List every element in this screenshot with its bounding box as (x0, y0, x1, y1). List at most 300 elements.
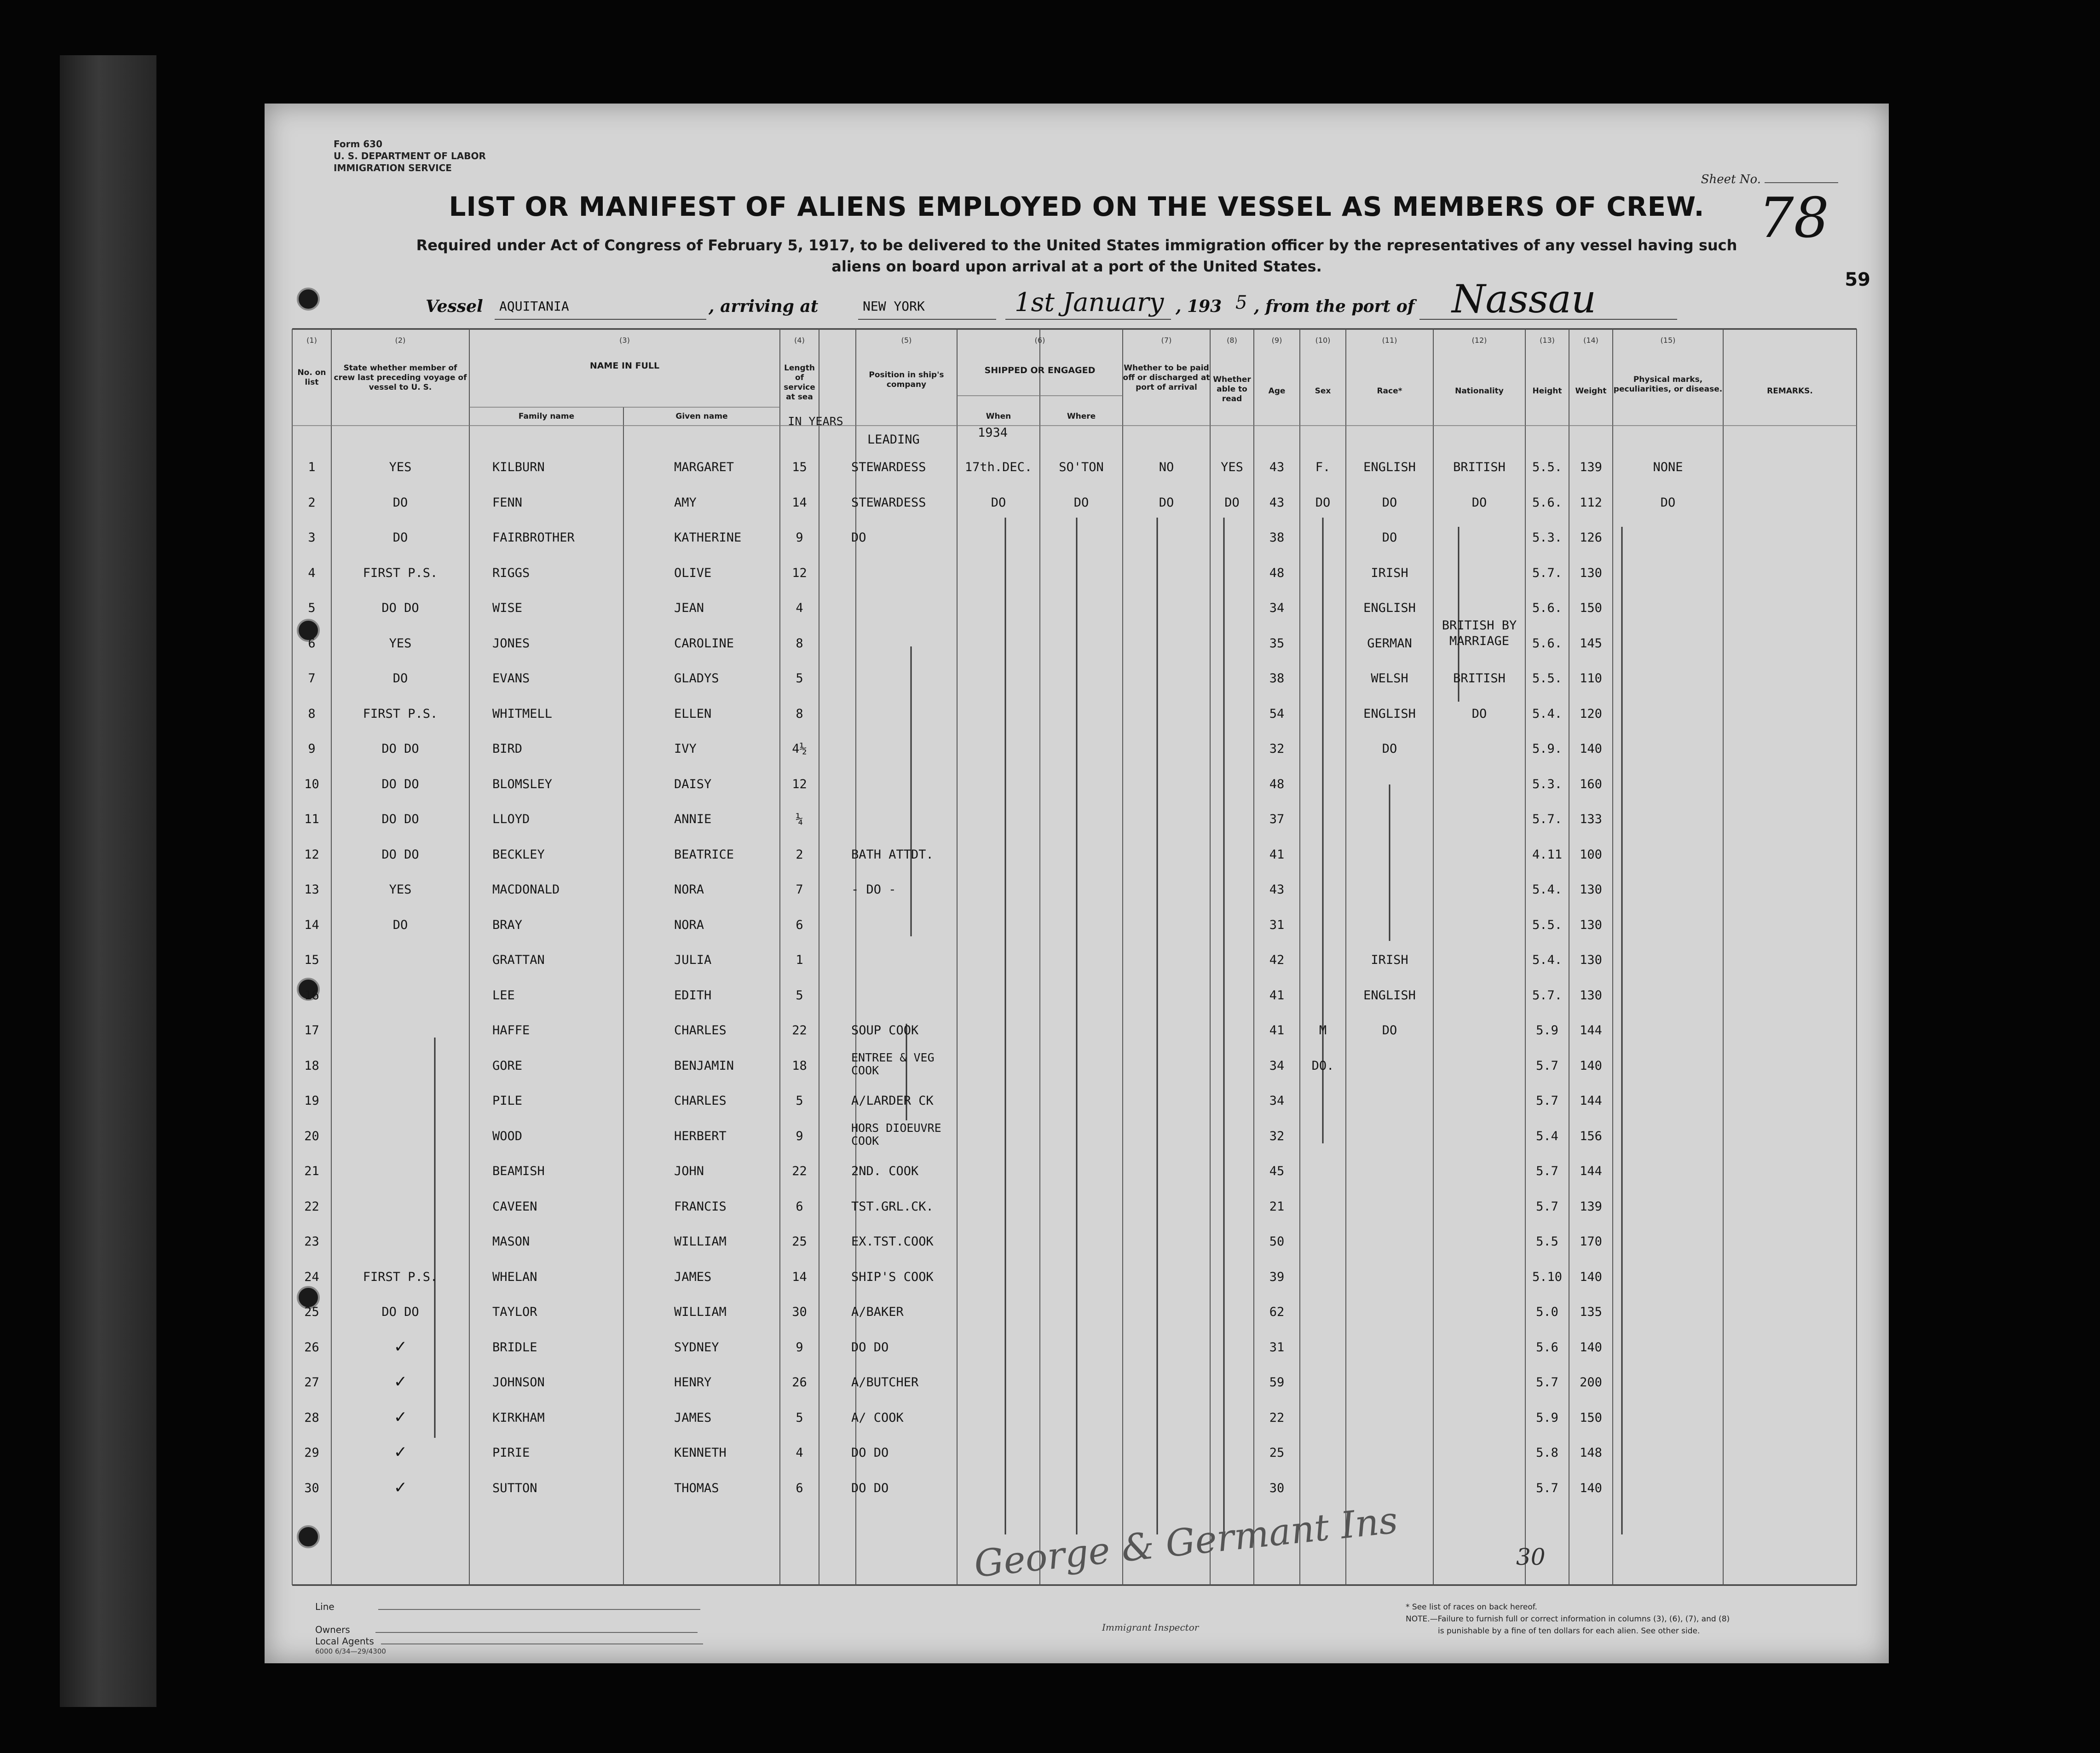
cell-weight: 144 (1580, 1094, 1602, 1108)
cell-position: A/LARDER CK (851, 1094, 934, 1108)
cell-family: KIRKHAM (492, 1411, 545, 1425)
cell-family: TAYLOR (492, 1305, 537, 1319)
footer-owners (315, 1624, 698, 1635)
cell-family: WISE (492, 601, 523, 615)
cell-family: BEAMISH (492, 1164, 545, 1178)
cell-prev: YES (389, 882, 412, 897)
col-able-read: Whether able to read (1213, 375, 1251, 404)
cell-race: DO (1382, 496, 1397, 510)
cell-service: 6 (796, 918, 803, 932)
col-num-10: (10) (1315, 336, 1331, 345)
cell-age: 37 (1269, 812, 1285, 826)
cell-given: CHARLES (674, 1023, 727, 1038)
cell-family: LLOYD (492, 812, 530, 826)
cell-where: DO (1073, 496, 1089, 510)
sheet-number-field (1701, 173, 1838, 186)
footnote-penalty: NOTE.—Failure to furnish full or correct information in columns (3), (6), (7), and (8) (1406, 1615, 1730, 1624)
cell-given: NORA (674, 918, 704, 932)
cell-age: 22 (1269, 1411, 1285, 1425)
cell-service: 2 (796, 848, 803, 862)
col-num-8: (8) (1227, 336, 1237, 345)
cell-given: EDITH (674, 988, 712, 1003)
cell-given: FRANCIS (674, 1199, 727, 1214)
cell-height: 5.7. (1532, 566, 1563, 580)
voyage-line (426, 277, 1760, 324)
cell-family: FAIRBROTHER (492, 531, 575, 545)
cell-family: BRIDLE (492, 1340, 537, 1355)
cell-weight: 130 (1580, 918, 1602, 932)
cell-position: DO (851, 531, 866, 545)
col-sex: Sex (1315, 386, 1331, 396)
cell-no: 5 (308, 601, 316, 615)
col-race: Race* (1377, 386, 1402, 396)
cell-race: ENGLISH (1363, 707, 1416, 721)
cell-no: 13 (304, 882, 319, 897)
cell-weight: 139 (1580, 460, 1602, 474)
cell-service: 4½ (792, 742, 807, 756)
cell-given: BEATRICE (674, 848, 734, 862)
cell-height: 5.9. (1532, 742, 1563, 756)
cell-given: GLADYS (674, 671, 719, 686)
cell-family: EVANS (492, 671, 530, 686)
cell-race: IRISH (1371, 953, 1408, 967)
cell-given: KENNETH (674, 1446, 727, 1460)
cell-position: A/BUTCHER (851, 1375, 919, 1390)
col-when: When (986, 412, 1011, 421)
cell-age: 41 (1269, 988, 1285, 1003)
cell-no: 10 (304, 777, 319, 791)
cell-height: 5.7 (1536, 1094, 1558, 1108)
binder-strip (60, 55, 156, 1707)
vessel-name: AQUITANIA (499, 299, 569, 314)
cell-service: 22 (792, 1023, 807, 1038)
cell-height: 5.6. (1532, 496, 1563, 510)
cell-race: ENGLISH (1363, 988, 1416, 1003)
cell-family: WHELAN (492, 1270, 537, 1284)
from-port-label: , from the port of (1254, 297, 1415, 316)
cell-service: 4 (796, 1446, 803, 1460)
agents-label: Local Agents (315, 1636, 374, 1647)
cell-service: 8 (796, 636, 803, 651)
cell-height: 5.6. (1532, 636, 1563, 651)
cell-height: 5.9 (1536, 1023, 1558, 1038)
cell-prev: DO DO (381, 601, 419, 615)
cell-age: 43 (1269, 882, 1285, 897)
cell-no: 14 (304, 918, 319, 932)
cell-height: 5.7 (1536, 1164, 1558, 1178)
cell-family: HAFFE (492, 1023, 530, 1038)
cell-position: BATH ATTDT. (851, 848, 934, 862)
cell-no: 11 (304, 812, 319, 826)
cell-service: 4 (796, 601, 803, 615)
cell-position: SHIP'S COOK (851, 1270, 934, 1284)
cell-age: 32 (1269, 1129, 1285, 1143)
cell-sex: DO. (1311, 1059, 1334, 1073)
cell-nationality: BRITISH BY MARRIAGE (1442, 618, 1517, 648)
cell-weight: 200 (1580, 1375, 1602, 1390)
manifest-title: LIST OR MANIFEST OF ALIENS EMPLOYED ON THE VESSEL AS MEMBERS OF CREW. (449, 191, 1705, 222)
cell-age: 50 (1269, 1234, 1285, 1249)
year-shipped: 1934 (978, 426, 1008, 440)
cell-family: JONES (492, 636, 530, 651)
arriving-port: NEW YORK (863, 299, 925, 314)
cell-height: 5.9 (1536, 1411, 1558, 1425)
cell-race: GERMAN (1367, 636, 1412, 651)
cell-no: 1 (308, 460, 316, 474)
col-length-service: Length of service at sea (784, 363, 815, 402)
cell-weight: 120 (1580, 707, 1602, 721)
cell-family: RIGGS (492, 566, 530, 580)
owners-label: Owners (315, 1624, 350, 1635)
cell-position: 2ND. COOK (851, 1164, 919, 1178)
cell-given: CAROLINE (674, 636, 734, 651)
subtitle-line-1: Required under Act of Congress of February 5, 1917, to be delivered to the United States immigration officer by the representatives of any vessel having such (416, 236, 1737, 254)
cell-prev: DO DO (381, 848, 419, 862)
col-weight: Weight (1575, 386, 1607, 396)
col-where: Where (1067, 412, 1096, 421)
punch-hole (297, 1525, 320, 1548)
footer-line (315, 1601, 700, 1612)
cell-race: DO (1382, 1023, 1397, 1038)
cell-no: 12 (304, 848, 319, 862)
cell-service: 14 (792, 1270, 807, 1284)
cell-given: OLIVE (674, 566, 712, 580)
cell-given: JAMES (674, 1411, 712, 1425)
cell-prev: ✓ (394, 1336, 406, 1357)
cell-family: WHITMELL (492, 707, 553, 721)
cell-age: 38 (1269, 531, 1285, 545)
cell-family: KILBURN (492, 460, 545, 474)
cell-service: 9 (796, 1340, 803, 1355)
cell-no: 21 (304, 1164, 319, 1178)
col-num-4: (4) (794, 336, 805, 345)
cell-age: 45 (1269, 1164, 1285, 1178)
form-header (334, 138, 486, 174)
cell-when: DO (991, 496, 1006, 510)
cell-service: 5 (796, 1411, 803, 1425)
cell-family: BIRD (492, 742, 523, 756)
cell-position: DO DO (851, 1340, 889, 1355)
cell-age: 41 (1269, 1023, 1285, 1038)
cell-height: 5.5. (1532, 460, 1563, 474)
cell-sex: M (1319, 1023, 1327, 1038)
col-num-7: (7) (1161, 336, 1172, 345)
handwritten-sheet-number: 78 (1759, 186, 1829, 250)
cell-service: 9 (796, 1129, 803, 1143)
cell-position: TST.GRL.CK. (851, 1199, 934, 1214)
cell-height: 5.6. (1532, 601, 1563, 615)
footer-agents (315, 1636, 703, 1647)
cell-service: 5 (796, 1094, 803, 1108)
cell-race: WELSH (1371, 671, 1408, 686)
footnote-races: * See list of races on back hereof. (1406, 1603, 1537, 1612)
cell-position: STEWARDESS (851, 460, 926, 474)
cell-where: SO'TON (1059, 460, 1104, 474)
cell-when: 17th.DEC. (964, 460, 1033, 474)
cell-age: 25 (1269, 1446, 1285, 1460)
cell-race: DO (1382, 742, 1397, 756)
cell-weight: 144 (1580, 1164, 1602, 1178)
cell-no: 29 (304, 1446, 319, 1460)
cell-prev: FIRST P.S. (363, 566, 438, 580)
cell-height: 5.7 (1536, 1375, 1558, 1390)
cell-given: THOMAS (674, 1481, 719, 1495)
cell-weight: 130 (1580, 566, 1602, 580)
cell-service: 22 (792, 1164, 807, 1178)
cell-weight: 130 (1580, 953, 1602, 967)
cell-given: HERBERT (674, 1129, 727, 1143)
cell-position: STEWARDESS (851, 496, 926, 510)
cell-family: CAVEEN (492, 1199, 537, 1214)
cell-height: 5.8 (1536, 1446, 1558, 1460)
cell-sex: DO (1315, 496, 1331, 510)
cell-no: 17 (304, 1023, 319, 1038)
form-number: Form 630 (334, 138, 383, 150)
cell-weight: 140 (1580, 1340, 1602, 1355)
cell-weight: 145 (1580, 636, 1602, 651)
cell-service: 14 (792, 496, 807, 510)
cell-height: 5.3. (1532, 777, 1563, 791)
cell-service: 30 (792, 1305, 807, 1319)
cell-service: 8 (796, 707, 803, 721)
cell-race: IRISH (1371, 566, 1408, 580)
cell-prev: ✓ (394, 1371, 406, 1392)
cell-age: 34 (1269, 1059, 1285, 1073)
cell-age: 48 (1269, 777, 1285, 791)
cell-prev: DO (392, 918, 408, 932)
cell-prev: YES (389, 636, 412, 651)
cell-nationality: DO (1471, 496, 1487, 510)
cell-service: 12 (792, 777, 807, 791)
cell-family: MASON (492, 1234, 530, 1249)
total-count: 30 (1516, 1544, 1546, 1570)
arriving-label: , arriving at (709, 297, 819, 316)
manifest-subtitle (265, 235, 1889, 277)
cell-prev: DO (392, 671, 408, 686)
cell-family: GORE (492, 1059, 523, 1073)
col-num-9: (9) (1271, 336, 1282, 345)
footnote-penalty-cont: is punishable by a fine of ten dollars for each alien. See other side. (1438, 1626, 1700, 1636)
year-digit: 5 (1235, 292, 1247, 313)
cell-marks: NONE (1653, 460, 1683, 474)
cell-no: 22 (304, 1199, 319, 1214)
from-port: Nassau (1452, 277, 1596, 322)
cell-no: 23 (304, 1234, 319, 1249)
col-position: Position in ship's company (869, 370, 944, 389)
department-name: U. S. DEPARTMENT OF LABOR (334, 150, 486, 161)
cell-position: DO DO (851, 1446, 889, 1460)
cell-family: SUTTON (492, 1481, 537, 1495)
punch-hole (297, 288, 320, 311)
cell-paid: NO (1159, 460, 1174, 474)
cell-no: 3 (308, 531, 316, 545)
col-num-1: (1) (306, 336, 317, 345)
cell-age: 31 (1269, 1340, 1285, 1355)
cell-weight: 135 (1580, 1305, 1602, 1319)
cell-given: JEAN (674, 601, 704, 615)
cell-no: 15 (304, 953, 319, 967)
print-code: 6000 6/34—29/4300 (315, 1647, 386, 1655)
cell-service: 26 (792, 1375, 807, 1390)
cell-prev: DO (392, 496, 408, 510)
cell-no: 26 (304, 1340, 319, 1355)
line-label: Line (315, 1601, 335, 1612)
cell-prev: DO DO (381, 1305, 419, 1319)
cell-no: 8 (308, 707, 316, 721)
col-num-5: (5) (901, 336, 912, 345)
service-name: IMMIGRATION SERVICE (334, 162, 452, 173)
cell-given: DAISY (674, 777, 712, 791)
page-number: 59 (1845, 269, 1870, 290)
cell-no: 30 (304, 1481, 319, 1495)
cell-weight: 156 (1580, 1129, 1602, 1143)
col-num-12: (12) (1471, 336, 1487, 345)
leading-note: LEADING (867, 432, 920, 447)
cell-age: 42 (1269, 953, 1285, 967)
cell-prev: DO DO (381, 777, 419, 791)
cell-no: 24 (304, 1270, 319, 1284)
cell-given: WILLIAM (674, 1234, 727, 1249)
cell-given: ELLEN (674, 707, 712, 721)
col-num-14: (14) (1583, 336, 1598, 345)
cell-age: 34 (1269, 601, 1285, 615)
cell-given: IVY (674, 742, 697, 756)
cell-age: 34 (1269, 1094, 1285, 1108)
col-nationality: Nationality (1455, 386, 1504, 396)
cell-height: 5.7. (1532, 988, 1563, 1003)
cell-height: 5.0 (1536, 1305, 1558, 1319)
cell-service: 5 (796, 671, 803, 686)
vessel-label: Vessel (426, 297, 483, 316)
cell-prev: FIRST P.S. (363, 1270, 438, 1284)
cell-marks: DO (1660, 496, 1676, 510)
cell-no: 4 (308, 566, 316, 580)
cell-weight: 139 (1580, 1199, 1602, 1214)
cell-height: 5.5. (1532, 671, 1563, 686)
cell-age: 39 (1269, 1270, 1285, 1284)
cell-service: 6 (796, 1199, 803, 1214)
cell-height: 5.4. (1532, 953, 1563, 967)
cell-height: 5.7 (1536, 1199, 1558, 1214)
cell-given: NORA (674, 882, 704, 897)
cell-nationality: DO (1471, 707, 1487, 721)
inspector-signature: George & Germant Ins (972, 1498, 1400, 1586)
cell-position: DO DO (851, 1481, 889, 1495)
cell-age: 43 (1269, 496, 1285, 510)
cell-age: 59 (1269, 1375, 1285, 1390)
cell-given: SYDNEY (674, 1340, 719, 1355)
cell-service: 15 (792, 460, 807, 474)
cell-given: KATHERINE (674, 531, 742, 545)
cell-weight: 140 (1580, 1059, 1602, 1073)
cell-weight: 144 (1580, 1023, 1602, 1038)
cell-position: HORS DIOEUVRE COOK (851, 1121, 941, 1148)
cell-family: BECKLEY (492, 848, 545, 862)
cell-weight: 140 (1580, 1270, 1602, 1284)
cell-height: 5.7 (1536, 1059, 1558, 1073)
cell-weight: 130 (1580, 988, 1602, 1003)
cell-height: 4.11 (1532, 848, 1563, 862)
cell-family: PILE (492, 1094, 523, 1108)
cell-service: 12 (792, 566, 807, 580)
cell-service: 9 (796, 531, 803, 545)
cell-no: 6 (308, 636, 316, 651)
cell-race: DO (1382, 531, 1397, 545)
cell-family: JOHNSON (492, 1375, 545, 1390)
cell-service: 7 (796, 882, 803, 897)
subtitle-line-2: aliens on board upon arrival at a port of the United States. (831, 258, 1322, 275)
col-remarks: REMARKS. (1767, 386, 1813, 396)
cell-service: 25 (792, 1234, 807, 1249)
cell-prev: YES (389, 460, 412, 474)
cell-prev: DO DO (381, 742, 419, 756)
cell-no: 2 (308, 496, 316, 510)
arrival-date: 1st January (1015, 288, 1164, 317)
cell-no: 19 (304, 1094, 319, 1108)
cell-height: 5.4. (1532, 882, 1563, 897)
cell-age: 54 (1269, 707, 1285, 721)
cell-family: BRAY (492, 918, 523, 932)
cell-age: 30 (1269, 1481, 1285, 1495)
manifest-sheet (265, 104, 1889, 1663)
cell-nationality: BRITISH (1453, 671, 1506, 686)
cell-weight: 112 (1580, 496, 1602, 510)
cell-race: ENGLISH (1363, 460, 1416, 474)
cell-service: 1 (796, 953, 803, 967)
cell-given: JOHN (674, 1164, 704, 1178)
cell-age: 38 (1269, 671, 1285, 686)
col-no-on-list: No. on list (297, 368, 326, 387)
cell-age: 48 (1269, 566, 1285, 580)
col-family-name: Family name (518, 412, 575, 421)
col-name-in-full: NAME IN FULL (589, 361, 660, 371)
cell-sex: F. (1315, 460, 1331, 474)
cell-prev: DO DO (381, 812, 419, 826)
cell-prev: ✓ (394, 1476, 406, 1498)
cell-height: 5.5 (1536, 1234, 1558, 1249)
cell-age: 43 (1269, 460, 1285, 474)
cell-height: 5.6 (1536, 1340, 1558, 1355)
cell-no: 20 (304, 1129, 319, 1143)
cell-family: WOOD (492, 1129, 523, 1143)
col-paid-off: Whether to be paid off or discharged at port of arrival (1123, 363, 1210, 392)
col-age: Age (1268, 386, 1286, 396)
cell-age: 41 (1269, 848, 1285, 862)
cell-weight: 126 (1580, 531, 1602, 545)
cell-age: 31 (1269, 918, 1285, 932)
col-shipped-engaged: SHIPPED OR ENGAGED (984, 365, 1096, 375)
cell-given: MARGARET (674, 460, 734, 474)
cell-given: HENRY (674, 1375, 712, 1390)
cell-read: YES (1221, 460, 1243, 474)
cell-prev: DO (392, 531, 408, 545)
cell-read: DO (1224, 496, 1240, 510)
col-num-13: (13) (1540, 336, 1555, 345)
cell-family: BLOMSLEY (492, 777, 553, 791)
cell-weight: 170 (1580, 1234, 1602, 1249)
cell-weight: 130 (1580, 882, 1602, 897)
cell-prev: FIRST P.S. (363, 707, 438, 721)
cell-position: EX.TST.COOK (851, 1234, 934, 1249)
cell-no: 28 (304, 1411, 319, 1425)
cell-nationality: BRITISH (1453, 460, 1506, 474)
cell-weight: 160 (1580, 777, 1602, 791)
cell-position: A/BAKER (851, 1305, 904, 1319)
cell-race: ENGLISH (1363, 601, 1416, 615)
cell-weight: 150 (1580, 1411, 1602, 1425)
col-height: Height (1532, 386, 1562, 396)
cell-height: 5.10 (1532, 1270, 1563, 1284)
